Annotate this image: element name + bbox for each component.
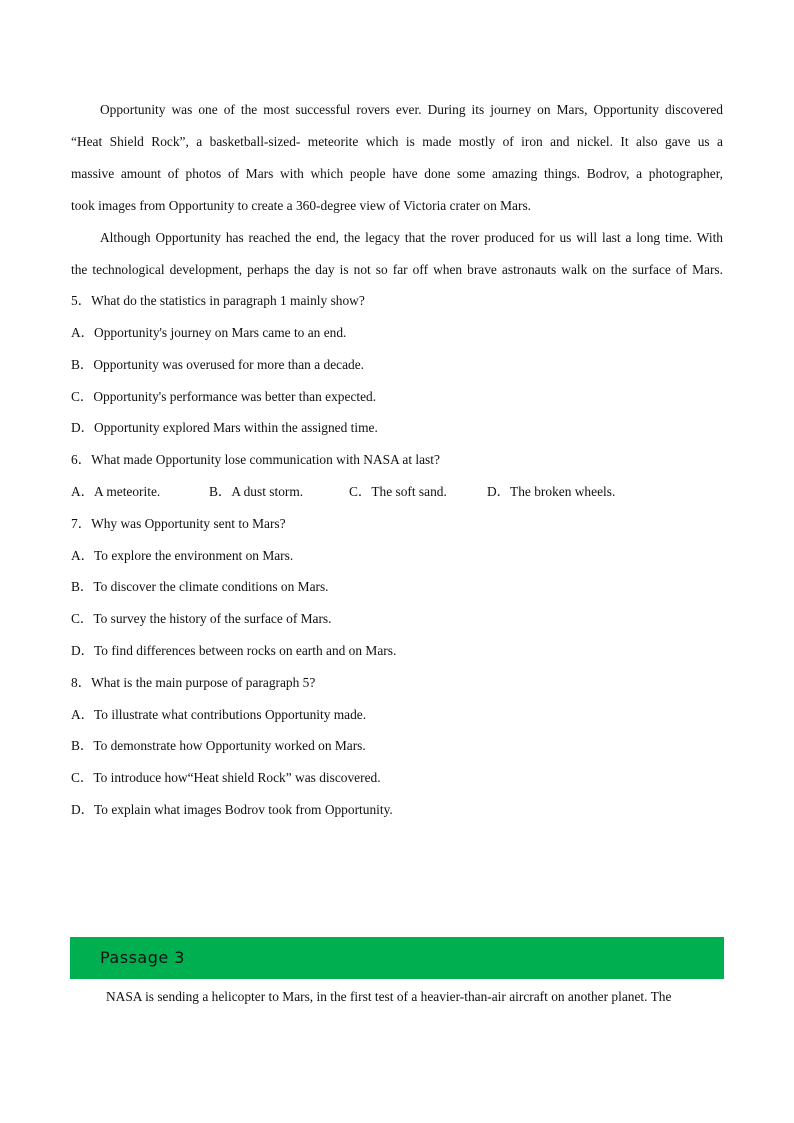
question-5-stem: 5．What do the statistics in paragraph 1 mainly show? [71,293,365,308]
question-5-option-d: D．Opportunity explored Mars within the assigned time. [71,420,378,435]
paragraph-opportunity-discoveries [71,94,723,222]
question-6-stem: 6．What made Opportunity lose communication with NASA at last? [71,452,440,467]
question-6-option-c: C．The soft sand. [349,484,447,499]
question-7-option-c: C．To survey the history of the surface of Mars. [71,611,332,626]
question-6-option-b: B．A dust storm. [209,484,304,499]
question-6-option-a: A．A meteorite. [71,484,161,499]
question-6-option-d: D．The broken wheels. [487,484,616,499]
question-7-option-a: A．To explore the environment on Mars. [71,548,294,563]
question-5-option-c: C．Opportunity's performance was better than expected. [71,389,377,404]
passage-3-first-line: NASA is sending a helicopter to Mars, in the first test of a heavier-than-air aircraft on another planet. The [106,989,672,1004]
question-8-option-d: D．To explain what images Bodrov took from Opportunity. [71,802,393,817]
paragraph-line: the technological development, perhaps the day is not so far off when brave astronauts walk on the surface of Mars. [71,262,723,277]
question-8-option-a: A．To illustrate what contributions Opportunity made. [71,707,367,722]
paragraph-line: “Heat Shield Rock”, a basketball-sized- meteorite which is made mostly of iron and nickel. It also gave us a [71,134,723,149]
paragraph-line: massive amount of photos of Mars with which people have done some amazing things. Bodrov, a photographer, [71,166,723,181]
question-7-stem: 7．Why was Opportunity sent to Mars? [71,516,286,531]
question-7-option-d: D．To find differences between rocks on earth and on Mars. [71,643,397,658]
question-8-stem: 8．What is the main purpose of paragraph 5? [71,675,316,690]
paragraph-line: Although Opportunity has reached the end, the legacy that the rover produced for us will last a long time. With [100,230,723,245]
passage-3-heading: Passage 3 [100,948,185,967]
question-5-option-b: B．Opportunity was overused for more than a decade. [71,357,365,372]
question-8-option-c: C．To introduce how“Heat shield Rock” was discovered. [71,770,381,785]
question-8-option-b: B．To demonstrate how Opportunity worked on Mars. [71,738,366,753]
passage-3-banner [70,937,724,979]
question-5-option-a: A．Opportunity's journey on Mars came to an end. [71,325,347,340]
paragraph-legacy [71,222,723,286]
paragraph-line: Opportunity was one of the most successful rovers ever. During its journey on Mars, Opportunity discovered [100,102,723,117]
question-7-option-b: B．To discover the climate conditions on Mars. [71,579,329,594]
paragraph-line: took images from Opportunity to create a 360-degree view of Victoria crater on Mars. [71,198,532,213]
